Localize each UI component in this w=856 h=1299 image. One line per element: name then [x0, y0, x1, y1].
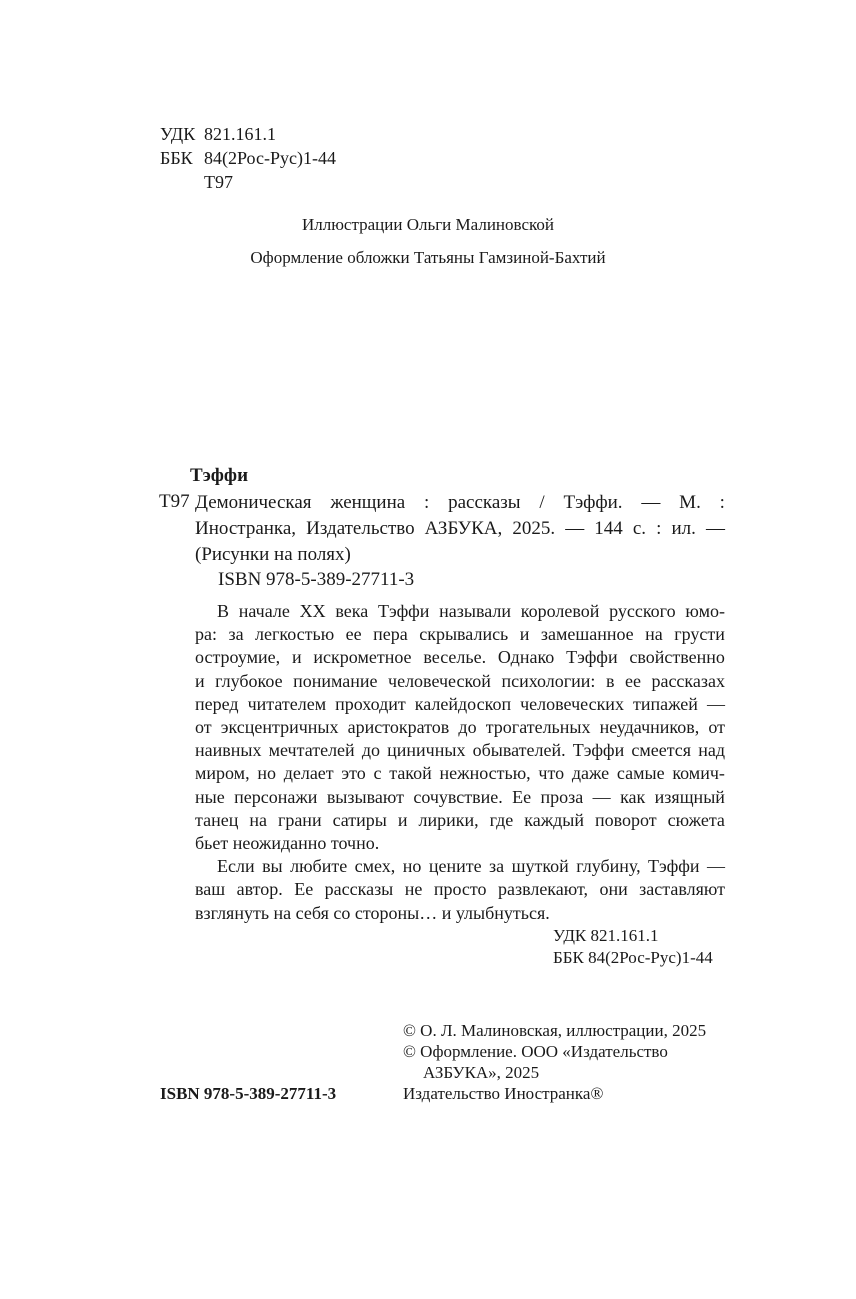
word: каждый: [524, 809, 585, 830]
bbk-right: ББК 84(2Рос-Рус)1-44: [553, 948, 713, 967]
word: человеческой: [388, 670, 491, 691]
classification-right: [553, 925, 713, 969]
annotation-line: [195, 901, 725, 924]
word: пера: [373, 624, 408, 645]
word: Издательство: [306, 518, 415, 539]
word: Тэффи: [566, 647, 618, 668]
word: ее: [345, 624, 362, 645]
word: сатиры: [332, 809, 387, 830]
word: персонажи: [234, 786, 318, 807]
word: века: [335, 601, 369, 622]
word: проходит: [335, 693, 406, 714]
word: бьет неожиданно точно.: [195, 832, 380, 853]
word: ра:: [195, 624, 217, 645]
word: до: [458, 717, 477, 738]
bbk-row: [160, 146, 336, 170]
word: автор.: [236, 879, 283, 900]
word: психологии:: [501, 670, 596, 691]
word: изящный: [654, 786, 725, 807]
description-line: [195, 542, 725, 568]
word: грани: [277, 809, 322, 830]
word: даже: [571, 763, 610, 784]
word: 2025.: [512, 518, 556, 539]
word: ваш: [195, 879, 226, 900]
word: —: [641, 492, 661, 513]
catalog-code: Т97: [159, 491, 190, 512]
word: мечтателей: [268, 740, 355, 761]
word: русского: [609, 601, 676, 622]
word: (Рисунки на полях): [195, 544, 351, 565]
word: типажей: [632, 693, 698, 714]
word: глубокое: [215, 670, 283, 691]
word: рассказы: [448, 492, 521, 513]
word: —: [706, 693, 725, 714]
word: женщина: [330, 492, 406, 513]
word: рассказы: [324, 879, 394, 900]
word: смех,: [354, 856, 396, 877]
annotation-line: [195, 786, 725, 809]
word: за: [228, 624, 244, 645]
word: неудачников,: [599, 717, 700, 738]
annotation-line: [195, 670, 725, 693]
word: и: [291, 647, 302, 668]
word: М.: [679, 492, 701, 513]
copyright-design: © Оформление. ООО «Издательство: [403, 1042, 668, 1061]
word: называли: [439, 601, 512, 622]
bbk-label: ББК: [160, 147, 193, 168]
annotation: [195, 600, 725, 925]
classification-codes: [160, 122, 336, 194]
word: за: [489, 856, 505, 877]
word: Ее: [512, 786, 532, 807]
word: не: [404, 879, 423, 900]
word: Иностранка,: [195, 518, 297, 539]
word: цените: [428, 856, 482, 877]
author-mark: Т97: [204, 171, 233, 192]
word: комич-: [672, 763, 725, 784]
word: Ее: [294, 879, 314, 900]
word: Если: [217, 856, 255, 877]
word: скрывались: [419, 624, 509, 645]
word: калейдоскоп: [414, 693, 512, 714]
illustrator-credit: Иллюстрации Ольги Малиновской: [301, 215, 554, 234]
publisher-imprint: Издательство Иностранка®: [403, 1084, 604, 1103]
word: грусти: [674, 624, 725, 645]
word: искрометное: [313, 647, 412, 668]
annotation-line: [195, 762, 725, 785]
word: что: [538, 763, 565, 784]
word: и: [519, 624, 530, 645]
word: с: [373, 763, 382, 784]
annotation-line: [195, 878, 725, 901]
word: где: [489, 809, 514, 830]
word: над: [698, 740, 725, 761]
word: свойственно: [629, 647, 725, 668]
word: заставляют: [639, 879, 725, 900]
annotation-line: [195, 832, 725, 855]
word: начале: [238, 601, 290, 622]
word: ные: [195, 786, 225, 807]
isbn-bottom: ISBN 978-5-389-27711-3: [160, 1084, 337, 1103]
word: понимание: [293, 670, 378, 691]
word: легкостью: [255, 624, 335, 645]
word: на: [249, 809, 267, 830]
word: —: [705, 518, 725, 539]
word: трогательных: [485, 717, 591, 738]
udk-right: УДК 821.161.1: [553, 926, 659, 945]
annotation-line: [195, 623, 725, 646]
word: самые: [616, 763, 665, 784]
word: любите: [290, 856, 348, 877]
word: читателем: [247, 693, 327, 714]
word: миром,: [195, 763, 250, 784]
word: от: [708, 717, 725, 738]
udk-value: 821.161.1: [204, 123, 276, 144]
word: ил.: [671, 518, 696, 539]
word: :: [424, 492, 430, 513]
word: просто: [433, 879, 487, 900]
word: циничных: [387, 740, 466, 761]
word: В: [217, 601, 230, 622]
word: человеческих: [520, 693, 624, 714]
annotation-line: [195, 600, 725, 623]
word: развлекают,: [497, 879, 588, 900]
word: сюжета: [667, 809, 725, 830]
word: Тэффи: [572, 740, 625, 761]
word: остроумие,: [195, 647, 281, 668]
isbn-main: ISBN 978-5-389-27711-3: [218, 569, 415, 590]
word: —: [706, 856, 725, 877]
word: взглянуть на себя со стороны… и улыбнуться.: [195, 902, 550, 923]
copyright-block: [403, 1020, 706, 1104]
word: но: [402, 856, 422, 877]
word: ее: [624, 670, 641, 691]
word: Однако: [497, 647, 555, 668]
word: до: [361, 740, 380, 761]
word: но: [257, 763, 276, 784]
word: эксцентричных: [220, 717, 339, 738]
word: смеется: [631, 740, 692, 761]
word: и: [397, 809, 408, 830]
word: с.: [632, 518, 647, 539]
word: —: [592, 786, 611, 807]
word: шуткой: [511, 856, 569, 877]
word: в: [605, 670, 615, 691]
word: АЗБУКА,: [424, 518, 503, 539]
annotation-line: [195, 646, 725, 669]
author-heading: Тэффи: [190, 465, 249, 486]
bbk-value: 84(2Рос-Рус)1-44: [204, 147, 336, 168]
word: на: [645, 624, 663, 645]
description-line: [195, 490, 725, 516]
word: :: [656, 518, 662, 539]
word: веселье.: [423, 647, 487, 668]
word: сочувствие.: [413, 786, 503, 807]
word: XX: [299, 601, 326, 622]
word: наивных: [195, 740, 262, 761]
word: Демоническая: [195, 492, 312, 513]
word: это: [341, 763, 366, 784]
word: :: [719, 492, 725, 513]
udk-label: УДК: [160, 123, 196, 144]
word: как: [620, 786, 646, 807]
word: замешанное: [540, 624, 634, 645]
word: —: [565, 518, 585, 539]
word: они: [599, 879, 628, 900]
word: такой: [389, 763, 432, 784]
word: /: [539, 492, 545, 513]
word: Тэффи: [377, 601, 430, 622]
word: делает: [283, 763, 334, 784]
description-line: [195, 516, 725, 542]
word: лирики,: [418, 809, 479, 830]
copyright-illustrations: © О. Л. Малиновская, иллюстрации, 2025: [403, 1021, 707, 1040]
word: аристократов: [347, 717, 450, 738]
annotation-line: [195, 739, 725, 762]
word: от: [195, 717, 212, 738]
annotation-line: [195, 809, 725, 832]
word: вы: [262, 856, 283, 877]
annotation-line: [195, 716, 725, 739]
word: юмо-: [685, 601, 725, 622]
word: перед: [195, 693, 239, 714]
word: танец: [195, 809, 239, 830]
word: Тэффи: [648, 856, 700, 877]
word: вызывают: [326, 786, 404, 807]
word: рассказах: [651, 670, 725, 691]
copyright-design-cont: АЗБУКА», 2025: [423, 1063, 540, 1082]
udk-row: [160, 122, 336, 146]
word: и: [195, 670, 205, 691]
word: королевой: [520, 601, 600, 622]
word: нежностью,: [439, 763, 531, 784]
word: Тэффи.: [563, 492, 623, 513]
word: 144: [594, 518, 623, 539]
word: проза: [540, 786, 584, 807]
word: обывателей.: [472, 740, 566, 761]
bibliographic-description: [195, 490, 725, 568]
word: глубину,: [576, 856, 641, 877]
annotation-line: [195, 693, 725, 716]
word: поворот: [595, 809, 657, 830]
author-mark-row: [160, 170, 336, 194]
cover-design-credit: Оформление обложки Татьяны Гамзиной-Бахтий: [250, 248, 606, 267]
annotation-line: [195, 855, 725, 878]
